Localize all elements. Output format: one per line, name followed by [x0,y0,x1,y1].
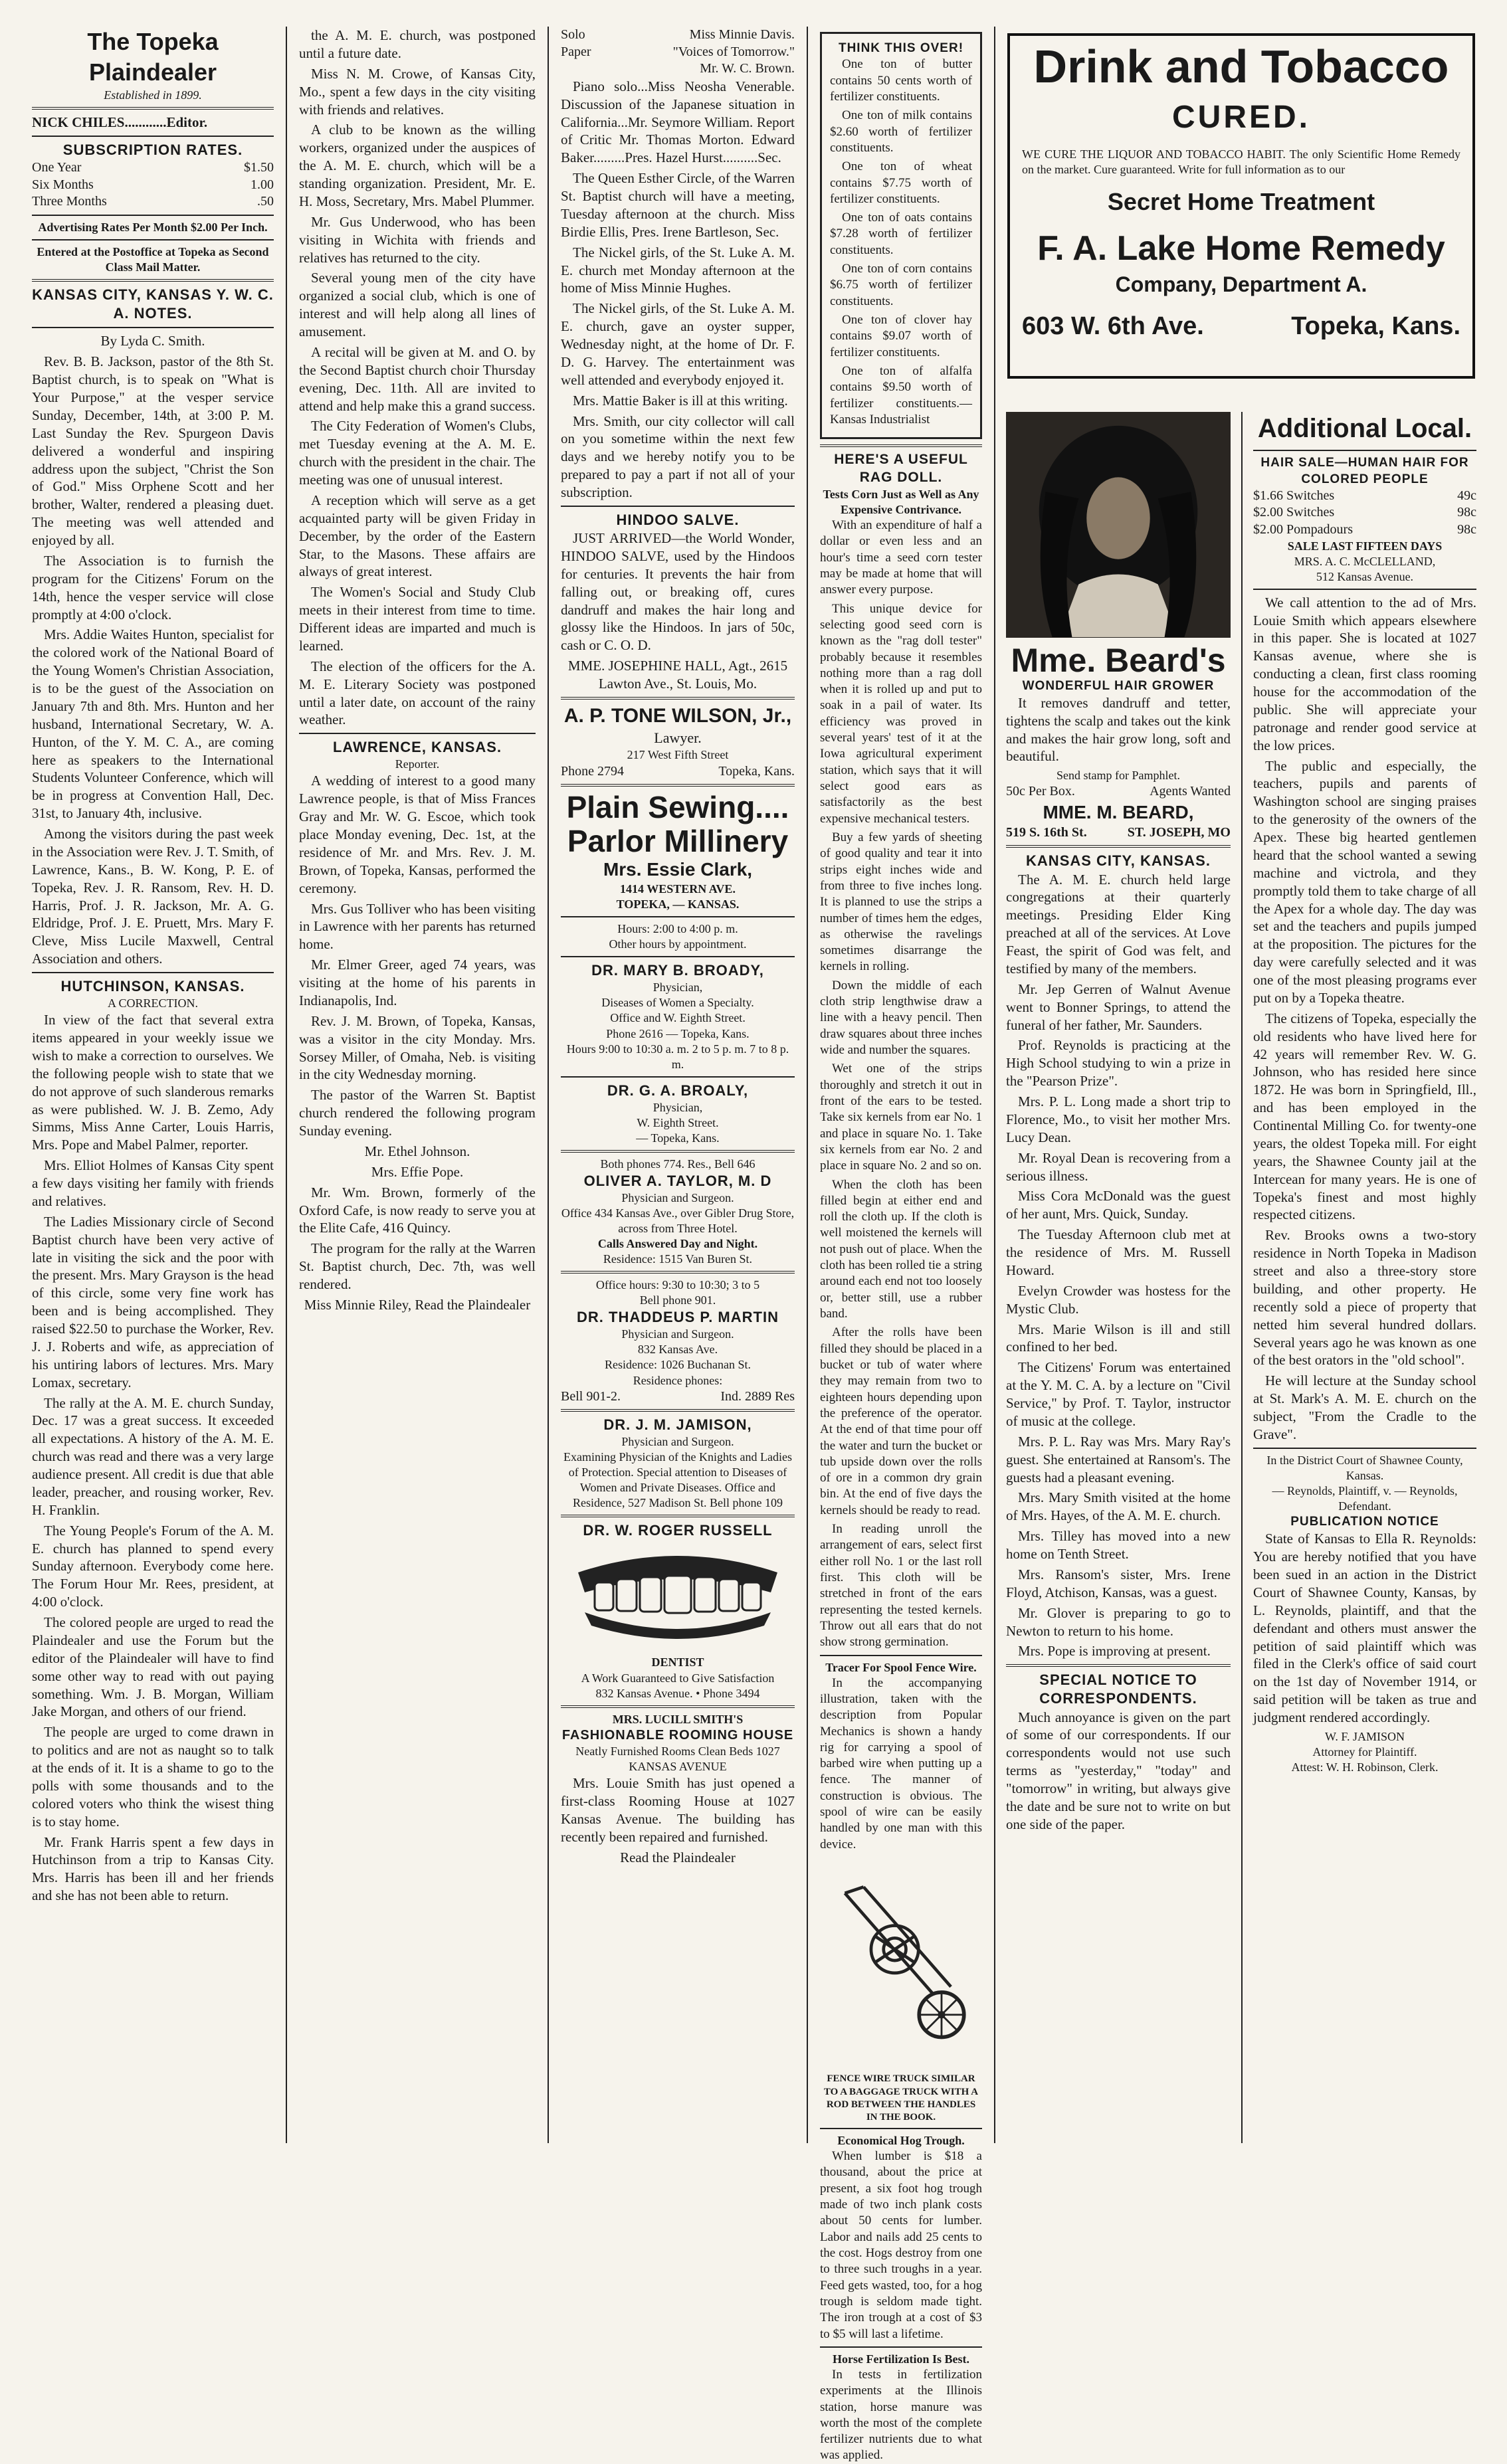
additional-local-heading: Additional Local. [1257,414,1472,443]
russell-name: DR. W. ROGER RUSSELL [583,1522,773,1539]
article-paragraph: The A. M. E. church held large congregations at their quarterly meetings. Presiding Elder King preached at all of the services. At Love Feast, the spirit of God was felt, and testified by many of the members. [1006,871,1231,977]
article-paragraph: Several young men of the city have organized a social club, which is one of interest and will help along all lines of amusement. [299,270,536,339]
taylor-name: OLIVER A. TAYLOR, M. D [583,1172,772,1189]
publication-sign2: Attorney for Plaintiff. [1312,1745,1417,1758]
court-heading: In the District Court of Shawnee County, Kansas. [1266,1453,1463,1482]
byline: By Lyda C. Smith. [100,333,205,349]
program-row: Paper "Voices of Tomorrow." [561,44,795,59]
article-paragraph: The election of the officers for the A. M. E. Literary Society was postponed until a later date, on account of the rainy weather. [299,658,536,728]
article-paragraph: The Association is to furnish the program for the Citizens' Forum on the 14th, hence the vesper service will close promptly at 4:00 o'clock. [32,552,274,622]
rate-row: Three Months .50 [32,194,274,209]
special-notice-heading: SPECIAL NOTICE TO CORRESPONDENTS. [1039,1671,1197,1707]
portrait-illustration [1006,412,1231,638]
article-paragraph: Mrs. Elliot Holmes of Kansas City spent a few days visiting her family with friends and relatives. [32,1157,274,1209]
article-paragraph: We call attention to the ad of Mrs. Louie Smith which appears elsewhere in this paper. She is located at 1027 Kansas avenue, where she is conducting a clean, first class rooming house for the accommodation of the public. She will appreciate your patronage and render good service at the low prices. [1253,594,1476,753]
martin-phone-row: Bell 901-2. Ind. 2889 Res [561,1388,795,1404]
column-3 [549,27,807,2143]
subscription-heading: SUBSCRIPTION RATES. [62,142,243,159]
hair-row: $2.00 Switches 98c [1253,505,1476,520]
ywca-heading: KANSAS CITY, KANSAS Y. W. C. A. NOTES. [32,286,274,322]
article-paragraph: Mrs. Ransom's sister, Mrs. Irene Floyd, Atchison, Kansas, was a guest. [1006,1566,1231,1600]
rooming-name: MRS. LUCILL SMITH'S [612,1712,744,1726]
article-paragraph: The pastor of the Warren St. Baptist church rendered the following program Sunday evening. [299,1087,536,1139]
hair-row: $1.66 Switches 49c [1253,488,1476,503]
fence-heading: Tracer For Spool Fence Wire. [825,1660,977,1674]
drink-tobacco-ad [1007,33,1475,379]
article-paragraph: A reception which will serve as a get acquainted party will be given Friday in December, by the order of the Eastern Star, to the Masons. These affairs are always of great interest. [299,492,536,580]
column-4 [808,27,994,2463]
article-paragraph: The public and especially, the teachers, pupils and parents of Washington school are singing praises to the generosity of the owners of the Apex. These big hearted gentlemen heard that the school wanted a sewing machine and victrola, and they promptly told them to take charge of all the Apex for a whole day. The day was set and the teachers and pupils jumped at the proposition. The pictures for the day were carefully selected and it was one of the most pleasing programs ever put on by a Topeka theatre. [1253,757,1476,1006]
article-paragraph: Mrs. Gus Tolliver who has been visiting in Lawrence with her parents has returned home. [299,900,536,953]
hog-heading: Economical Hog Trough. [837,2134,965,2148]
article-paragraph: Mrs. Pope is improving at present. [1018,1643,1211,1659]
beard-ad-price-row: 50c Per Box. Agents Wanted [1006,784,1231,799]
broaly-name: DR. G. A. BROALY, [607,1082,749,1099]
think-line: One ton of clover hay contains $9.07 worth of fertilizer constituents. [830,313,972,359]
wilson-address: 217 West Fifth Street [627,748,729,762]
think-line: One ton of wheat contains $7.75 worth of fertilizer constituents. [830,159,972,206]
article-paragraph: The Women's Social and Study Club meets in their interest from time to time. Different ideas are imparted and much is learned. [299,584,536,654]
think-line: One ton of oats contains $7.28 worth of fertilizer constituents. [830,211,972,257]
wilson-name: A. P. TONE WILSON, Jr., [563,704,792,727]
article-paragraph: The rally at the A. M. E. church Sunday, Dec. 17 was a great success. It exceeded all expectations. A history of the A. M. E. church was read and there was a very large audience present. All credit is due that able leader, preacher, and rousing worker, Rev. H. Franklin. [32,1394,274,1518]
think-heading: THINK THIS OVER! [838,41,964,55]
broaly-address: W. Eighth Street. [637,1115,719,1129]
martin-title: Physician and Surgeon. [621,1327,734,1341]
dentures-illustration [561,1546,795,1646]
article-paragraph: Rev. Brooks owns a two-story residence in North Topeka in Madison street and also a three-story store building, and other property. He recently sold a piece of property that netted him several hundred dollars. Several years ago he was known as one of the best orators in the "old school". [1253,1227,1476,1369]
article-paragraph: Down the middle of each cloth strip lengthwise draw a line with a heavy pencil. Then draw squares about three inches wide and number the squares. [820,978,982,1057]
wilson-contact: Phone 2794 Topeka, Kans. [561,763,795,779]
martin-residence-phones: Residence phones: [633,1373,723,1387]
ad-company: F. A. Lake Home Remedy [1037,229,1445,268]
rooming-heading: FASHIONABLE ROOMING HOUSE [561,1727,794,1743]
ad-secret: Secret Home Treatment [1107,188,1375,215]
article-paragraph: Rev. J. M. Brown, of Topeka, Kansas, was a visitor in the city Monday. Mrs. Sorsey Miller, of Omaha, Neb. is visiting in the city Wednesday morning. [299,1012,536,1083]
article-paragraph: Rev. B. B. Jackson, pastor of the 8th St. Baptist church, is to speak on "What is Your Purpose," at the vesper service Sunday, December, 14th, at 3:00 P. M. Last Sunday the Rev. Spurgeon Davis delivered a wonderful and inspiring address upon the subject, "Christ the Son of God." Miss Orphene Scott and her brother, Walter, rendered a pleasing duet. The meeting was well attended and enjoyed by all. [32,353,274,549]
article-paragraph: In the accompanying illustration, taken with the description from Popular Mechanics is shown a handy rig for carrying a spool of barbed wire when putting up a fence. The manner of construction is obvious. The spool of wire can be easily handled by one man with this device. [820,1675,982,1851]
broady-name: DR. MARY B. BROADY, [591,962,764,979]
rag-doll-heading: HERE'S A USEFUL RAG DOLL. [834,452,968,486]
beard-ad-mme: MME. M. BEARD, [1043,801,1194,822]
woman-portrait [1006,412,1231,638]
article-paragraph: Among the visitors during the past week in the Association were Rev. J. T. Smith, of Lawrence, Kans., B. W. Kong, P. E. of Topeka, Rev. J. R. Ransom, Rev. H. D. Harris, Prof. J. R. Jackson, Mr. A. G. Eldridge, Prof. J. E. Pruett, Mrs. Mary F. Cleve, Miss Lucile Maxwell, Central Association and others. [32,826,274,967]
article-paragraph: The program for the rally at the Warren St. Baptist church, Dec. 7th, was well rendered. [299,1240,536,1293]
publication-text: State of Kansas to Ella R. Reynolds: You are hereby notified that you have been sued in an action in the District Court of Shawnee County, Kansas, by L. Reynolds, plaintiff, and that the defendant and others must answer the petition of said plaintiff which was filed in the Clerk's office of said court on the 1st day of November 1914, or said petition will be taken as true and judgment rendered accordingly. [1253,1531,1476,1725]
publication-attest: Attest: W. H. Robinson, Clerk. [1291,1760,1439,1774]
column-5b [1243,412,1487,2143]
hair-sale-days: SALE LAST FIFTEEN DAYS [1287,539,1443,553]
column-footer: Read the Plaindealer [620,1849,736,1865]
rooming-text: Neatly Furnished Rooms Clean Beds 1027 KANSAS AVENUE [575,1745,780,1774]
think-line: One ton of butter contains 50 cents worth of fertilizer constituents. [830,57,972,104]
article-paragraph: The people are urged to come drawn in to politics and are not as naught so to talk at the ends of it. It is a shame to go to the polls with some thousands and to the colored voters who think the wisest thing is to stay home. [32,1724,274,1830]
article-paragraph: Mr. Jep Gerren of Walnut Avenue went to Bonner Springs, to attend the funeral of her father, Mr. Saunders. [1006,981,1231,1033]
article-paragraph: the A. M. E. church, was postponed until a future date. [299,27,536,61]
article-paragraph: In tests in fertilization experiments at the Illinois station, horse manure was worth the most of the complete fertilizer nutrients due to what was applied. [820,2367,982,2463]
martin-phone: Bell phone 901. [639,1293,716,1307]
column-footer: Miss Minnie Riley, Read the Plaindealer [304,1296,531,1313]
beard-ad-sub: WONDERFUL HAIR GROWER [1022,678,1215,693]
article-paragraph: Mrs. P. L. Long made a short trip to Florence, Mo., to visit her mother Mrs. Lucy Dean. [1006,1093,1231,1145]
sewing-city: TOPEKA, — KANSAS. [616,898,740,911]
article-paragraph: The Citizens' Forum was entertained at the Y. M. C. A. by a lecture on "Civil Service," by Prof. T. Taylor, instructor of music at the college. [1006,1359,1231,1429]
article-paragraph: The City Federation of Women's Clubs, met Tuesday evening at the A. M. E. church with the president in the chair. The meeting was one of unusual interest. [299,418,536,488]
column-1 [20,27,286,2143]
program-row: Mr. W. C. Brown. [700,61,795,76]
jamison-title: Physician and Surgeon. [621,1435,734,1449]
article-paragraph: Mrs. Mary Smith visited at the home of Mrs. Hayes, of the A. M. E. church. [1006,1489,1231,1524]
rag-doll-sub: Tests Corn Just as Well as Any Expensive Contrivance. [823,487,979,516]
sewing-heading: Plain Sewing.... Parlor Millinery [566,790,789,858]
article-paragraph: The Ladies Missionary circle of Second Baptist church have been very active of late in visiting the sick and the poor with the present. Mrs. Mary Grayson is the head of this circle, some very fine work has been and is being accomplished. They raised $22.50 to purchase the Worker, Rev. J. J. Roberts and wife, as appreciation of his untiring labors of lectures. Mrs. Mary Lomax, secretary. [32,1213,274,1390]
publication-sign: W. F. JAMISON [1325,1729,1405,1743]
article-paragraph: Mr. Gus Underwood, who has been visiting in Wichita with friends and relatives has returned to the city. [299,213,536,266]
column-5-top [995,27,1487,412]
article-paragraph: Evelyn Crowder was hostess for the Mystic Club. [1006,1282,1231,1317]
article-paragraph: Buy a few yards of sheeting of good quality and tear it into strips eight inches wide and from three to five inches long. It is planned to use the strips a number of times hem the edges, as otherwise the ravelings sometimes disarrange the kernels in rolling. [820,830,982,974]
jamison-text: Examining Physician of the Knights and Ladies of Protection. Special attention to Diseases of Women and Private Diseases. Office and Residence, 527 Madison St. Bell phone 109 [563,1450,792,1510]
hair-row: $2.00 Pompadours 98c [1253,522,1476,537]
broady-phone: Phone 2616 — Topeka, Kans. [606,1026,750,1040]
ad-text: WE CURE THE LIQUOR AND TOBACCO HABIT. The only Scientific Home Remedy on the market. Cure guaranteed. Write for full information as to our [1022,147,1460,176]
hindoo-address: MME. JOSEPHINE HALL, Agt., 2615 Lawton Ave., St. Louis, Mo. [567,658,788,692]
russell-title: DENTIST [651,1656,704,1669]
article-paragraph: In reading unroll the arrangement of ears, select first either roll No. 1 or the last roll first. This cloth will be stretched in front of the ears representing the tested kernels. Throw out all ears that do not show strong germination. [820,1522,982,1650]
article-paragraph: After the rolls have been filled they should be placed in a bucket or tub of water where they may remain from two to eighteen hours depending upon the preference of the operator. At the end of that time pour off the water and turn the bucket or tub upside down over the rolls of ore in a common dry grain bin. At the end of five days the kernels should be ready to read. [820,1325,982,1517]
hindoo-text: JUST ARRIVED—the World Wonder, HINDOO SALVE, used by the Hindoos for centuries. It prevents the hair from falling out, or breaking off, cures dandruff and makes the hair long and glossy like the Hindoos. In jars of 50c, cash or C. O. D. [561,530,795,654]
article-paragraph: The colored people are urged to read the Plaindealer and use the Forum but the editor of the Plaindealer will have to find some other way to read with out paying something. Wm. J. B. Morgan, William Jake Morgan, and others of our friend. [32,1614,274,1720]
taylor-phones: Both phones 774. Res., Bell 646 [600,1157,755,1171]
masthead-title: The Topeka Plaindealer [87,28,219,86]
article-paragraph: The Tuesday Afternoon club met at the residence of Mrs. M. Russell Howard. [1006,1226,1231,1278]
taylor-calls: Calls Answered Day and Night. [597,1237,758,1251]
rate-row: One Year $1.50 [32,160,274,175]
special-notice-text: Much annoyance is given on the part of some of our correspondents. If our correspondents would not use such terms as "yesterday," "today" and "tomorrow" in writing, but always give the date and be sure not to write on but one side of the paper. [1006,1709,1231,1832]
ad-address: 603 W. 6th Ave. Topeka, Kans. [1022,312,1460,340]
wilson-title: Lawyer. [654,729,702,747]
editor-line: NICK CHILES............Editor. [32,114,208,131]
article-paragraph: When lumber is $18 a thousand, about the price at present, a six foot hog trough made of two inch plank costs about 50 cents for lumber. Labor and nails add 25 cents to the cost. Hogs destroy from one to three such troughs in a year. Feed gets wasted, too, for a hog trough is seldom made tight. The iron trough at a cost of $3 to $5 will last a lifetime. [820,2149,982,2341]
beard-ad-title: Mme. Beard's [1011,642,1226,679]
article-paragraph: Prof. Reynolds is practicing at the High School studying to win a prize in the "Pearson Prize". [1006,1037,1231,1090]
article-paragraph: A recital will be given at M. and O. by the Second Baptist church choir Thursday evening, Dec. 11th. All are invited to attend and help make this a grand success. [299,343,536,414]
article-paragraph: A club to be known as the willing workers, organized under the auspices of the A. M. E. church, which will be a standing organization. President, Mr. E. H. Moss, Secretary, Mrs. Mabel Plummer. [299,122,536,209]
jamison-name: DR. J. M. JAMISON, [603,1416,752,1434]
article-paragraph: Miss Cora McDonald was the guest of her aunt, Mrs. Quick, Sunday. [1006,1188,1231,1222]
article-paragraph: In view of the fact that several extra items appeared in your weekly issue we wish to make a correction to ourselves. We the following people wish to state that we do not approve of such slanderous remarks as were published. W. J. B. Zemo, Ady Simms, Miss Anne Carter, Louis Harris, Mrs. Pope and Mabel Palmer, reporter. [32,1012,274,1153]
article-paragraph: Piano solo...Miss Neosha Venerable. Discussion of the Japanese situation in California...Mr. Seymore William. Report of Critic Mr. Thomas Morton. Edward Baker.........Pres. Hazel Hurst..........Sec. [561,78,795,166]
broady-address: Office and W. Eighth Street. [610,1011,746,1025]
fence-wire-truck-illustration [820,1862,982,2061]
article-paragraph: Mr. Royal Dean is recovering from a serious illness. [1006,1149,1231,1184]
article-paragraph: Mr. Ethel Johnson. [364,1143,470,1159]
taylor-title: Physician and Surgeon. [621,1191,734,1205]
article-paragraph: Mrs. P. L. Ray was Mrs. Mary Ray's guest. She entertained at Ransom's. The guests had a pleasant evening. [1006,1433,1231,1485]
broady-specialty: Diseases of Women a Specialty. [601,996,754,1010]
court-text: — Reynolds, Plaintiff, v. — Reynolds, Defendant. [1272,1483,1458,1513]
think-line: One ton of milk contains $2.60 worth of fertilizer constituents. [830,108,972,155]
broady-hours: Hours 9:00 to 10:30 a. m. 2 to 5 p. m. 7 to 8 p. m. [566,1042,789,1071]
broaly-title: Physician, [653,1100,703,1114]
hindoo-heading: HINDOO SALVE. [616,511,740,528]
article-paragraph: The Queen Esther Circle, of the Warren St. Baptist church will have a meeting, Tuesday afternoon at the church. Miss Birdie Ellis, Pres. Irene Bartleson, Sec. [561,170,795,240]
advertising-rates: Advertising Rates Per Month $2.00 Per Inch. [38,221,268,234]
beard-ad-text: It removes dandruff and tetter, tightens the scalp and takes out the kink and makes the hair grow long, soft and beautiful. [1006,694,1231,765]
broady-title: Physician, [653,981,703,995]
martin-name: DR. THADDEUS P. MARTIN [577,1309,779,1326]
article-paragraph: Mrs. Smith, our city collector will call on you sometime within the next few days and we hereby notify you to be prepared to pay a part if not all of your subscription. [561,413,795,501]
hutchinson-heading: HUTCHINSON, KANSAS. [60,978,245,995]
fence-caption: FENCE WIRE TRUCK SIMILAR TO A BAGGAGE TRUCK WITH A ROD BETWEEN THE HANDLES IN THE BOOK. [823,2073,979,2123]
hair-sale-heading: HAIR SALE—HUMAN HAIR FOR COLORED PEOPLE [1260,456,1469,486]
russell-text: A Work Guaranteed to Give Satisfaction [581,1671,775,1685]
taylor-residence: Residence: 1515 Van Buren St. [603,1252,753,1266]
article-paragraph: The Nickel girls, of the St. Luke A. M. E. church met Monday afternoon at the home of Miss Minnie Hughes. [561,244,795,296]
article-paragraph: Mr. Elmer Greer, aged 74 years, was visiting at the home of his parents in Indianapolis, Ind. [299,957,536,1008]
hair-sale-address: 512 Kansas Avenue. [1316,569,1414,583]
article-paragraph: Mrs. Effie Pope. [371,1163,464,1180]
think-line: One ton of alfalfa contains $9.50 worth of fertilizer constituents.—Kansas Industrialist [830,363,972,426]
article-paragraph: The Nickel girls, of the St. Luke A. M. E. church, gave an oyster supper, Wednesday night, at the home of Dr. F. D. G. Harvey. The entertainment was well attended and everybody enjoyed it. [561,300,795,388]
kck-heading: KANSAS CITY, KANSAS. [1026,852,1211,870]
article-paragraph: A wedding of interest to a good many Lawrence people, is that of Miss Frances Gray and Mr. W. G. Escoe, which took place Monday evening, Dec. 1st, at the residence of Mr. and Mrs. Rev. J. M. Brown, of Topeka, Kansas, performed the ceremony. [299,773,536,896]
article-paragraph: Mr. Wm. Brown, formerly of the Oxford Cafe, is now ready to serve you at the Elite Cafe, 416 Quincy. [299,1184,536,1236]
article-paragraph: Mrs. Mattie Baker is ill at this writing. [573,392,788,409]
article-paragraph: The citizens of Topeka, especially the old residents who have lived here for 42 years will remember Rev. W. G. Johnson, who has resided here since 1872. He was born in Springfield, Ill., and has been employed in the Continental Milling Co. for twenty-one years, the oldest Topeka mill. For eight years, the Shawnee County jail at the Intercean for many years. He is one of Topeka's finest and most highly respected citizens. [1253,1010,1476,1223]
beard-ad-stamp: Send stamp for Pamphlet. [1056,769,1180,783]
russell-address: 832 Kansas Avenue. • Phone 3494 [595,1686,760,1700]
article-paragraph: Mrs. Addie Waites Hunton, specialist for the colored work of the National Board of the Young Women's Christian Association, is to be the guest of the Association on January 7th and 8th. Mrs. Hunton and her husband, International Secretary, W. A. Hunton, of the Y. M. C. A., are coming here as speakers to the International Students Volunteer Conference, which will be in progress at Convention Hall, Dec. 31st, to January 4th, inclusive. [32,626,274,822]
martin-hours: Office hours: 9:30 to 10:30; 3 to 5 [595,1278,760,1292]
article-paragraph: The Young People's Forum of the A. M. E. church has planned to spend every Sunday afternoon. Everybody come here. The Forum Hour Mr. Rees, president, at 4:00 o'clock. [32,1522,274,1610]
rate-row: Six Months 1.00 [32,177,274,192]
ad-cured: CURED. [1171,99,1310,135]
entered-note: Entered at the Postoffice at Topeka as Second Class Mail Matter. [37,245,269,274]
article-paragraph: Wet one of the strips thoroughly and stretch it out in front of the ears to be tested. Take six kernels from ear No. 1 and place in square No. 1. Take six kernels from ear No. 2 and place in square No. 2 and so on. [820,1062,982,1173]
beard-ad-address: 519 S. 16th St. ST. JOSEPH, MO [1006,824,1231,840]
office-hours: Hours: 2:00 to 4:00 p. m. [617,922,738,936]
masthead-established: Established in 1899. [104,88,202,102]
publication-heading: PUBLICATION NOTICE [1290,1514,1439,1529]
martin-residence: Residence: 1026 Buchanan St. [605,1358,751,1372]
article-paragraph: Mrs. Marie Wilson is ill and still confined to her bed. [1006,1321,1231,1355]
article-paragraph: Mr. Glover is preparing to go to Newton to return to his home. [1006,1604,1231,1639]
broaly-city: — Topeka, Kans. [636,1131,720,1145]
program-row: Solo Miss Minnie Davis. [561,27,795,42]
article-paragraph: With an expenditure of half a dollar or even less and an hour's time a seed corn tester may be made at home that will answer every purpose. [820,518,982,597]
column-2 [287,27,548,2143]
ad-headline: Drink and Tobacco [1033,41,1449,92]
rooming-notice: Mrs. Louie Smith has just opened a first-class Rooming House at 1027 Kansas Avenue. The building has recently been repaired and furnished. [561,1775,795,1845]
article-paragraph: This unique device for selecting good seed corn is known as the "rag doll tester" probably because it resembles nothing more than a rag doll when it is rolled up and put to soak in a pail of water. Its efficiency was proved in several years' test of it at the Iowa agricultural experiment station, which says that it will select good ears as satisfactorily as the best expensive mechanical testers. [820,601,982,826]
sewing-address: 1414 WESTERN AVE. [620,882,736,896]
office-hours: Other hours by appointment. [609,937,747,951]
think-this-over-box [820,32,982,439]
article-paragraph: Mr. Frank Harris spent a few days in Hutchinson from a trip to Kansas City. Mrs. Harris has been ill and her friends and she has not been able to return. [32,1834,274,1904]
think-line: One ton of corn contains $6.75 worth of fertilizer constituents. [830,262,972,308]
taylor-address: Office 434 Kansas Ave., over Gibler Drug Store, across from Three Hotel. [561,1206,795,1236]
martin-address: 832 Kansas Ave. [637,1343,718,1357]
article-paragraph: Mrs. Tilley has moved into a new home on Tenth Street. [1006,1528,1231,1563]
hair-sale-name: MRS. A. C. McCLELLAND, [1294,554,1436,568]
lawrence-sub: Reporter. [395,757,440,771]
article-paragraph: He will lecture at the Sunday school at St. Mark's A. M. E. church on the subject, "From the Cradle to the Grave". [1253,1373,1476,1442]
sewing-name: Mrs. Essie Clark, [603,859,753,880]
correction-heading: A CORRECTION. [107,996,198,1010]
ad-department: Company, Department A. [1115,272,1367,296]
column-5a [995,412,1241,2143]
article-paragraph: When the cloth has been filled begin at either end and roll the cloth up. If the cloth is well moistened the kernels will not push out of place. When the cloth has been rolled tie a string around each end not too loosely or, better still, use a rubber band. [820,1177,982,1321]
article-paragraph: Miss N. M. Crowe, of Kansas City, Mo., spent a few days in the city visiting with friends and relatives. [299,65,536,118]
manure-heading: Horse Fertilization Is Best. [833,2352,969,2366]
lawrence-heading: LAWRENCE, KANSAS. [332,739,502,756]
